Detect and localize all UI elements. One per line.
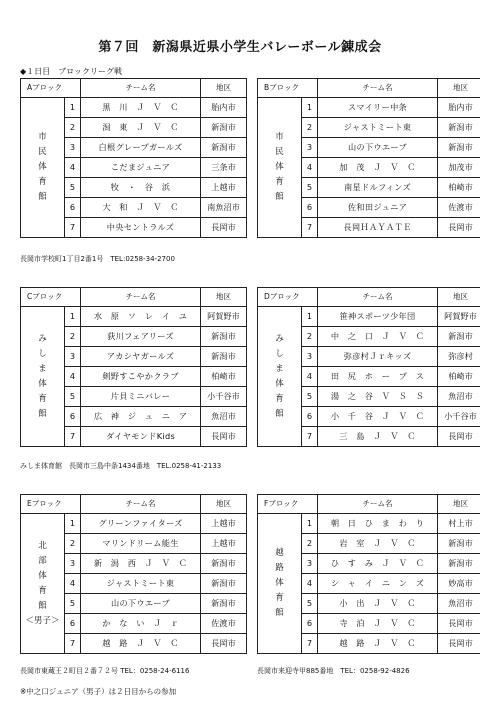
team-area: 柏崎市 xyxy=(201,367,247,387)
team-area: 上越市 xyxy=(201,514,247,534)
team-name: 水 原 ソ レ イ ユ xyxy=(81,307,201,327)
team-area: 新潟市 xyxy=(201,138,247,158)
table-row xyxy=(21,307,247,327)
table-row xyxy=(21,514,247,534)
team-area: 新潟市 xyxy=(201,554,247,574)
venue-char: 館 xyxy=(275,192,284,202)
team-name: 荻川フェアリーズ xyxy=(81,327,201,347)
venue-char: 越 xyxy=(275,548,284,558)
venue-char: 体 xyxy=(38,378,47,389)
team-name: 剣野すこやかクラブ xyxy=(81,367,201,387)
block-table-2 xyxy=(20,287,247,447)
team-number: 1 xyxy=(302,98,318,118)
venue-char: 体 xyxy=(275,162,284,172)
table-header-row xyxy=(258,79,480,98)
team-name: 岩 室 Ｊ Ｖ Ｃ xyxy=(318,534,438,554)
block-label: Cブロック xyxy=(21,288,81,307)
team-number: 5 xyxy=(65,178,81,198)
team-area: 長岡市 xyxy=(438,427,480,447)
team-name: 中 之 口 Ｊ Ｖ Ｃ xyxy=(318,327,438,347)
team-header: チーム名 xyxy=(81,495,201,514)
team-number: 7 xyxy=(65,427,81,447)
team-number: 3 xyxy=(65,138,81,158)
team-area: 阿賀野市 xyxy=(201,307,247,327)
team-name: 潟 東 Ｊ Ｖ Ｃ xyxy=(81,118,201,138)
team-header: チーム名 xyxy=(81,79,201,98)
team-name: 白根グレープガールズ xyxy=(81,138,201,158)
venue-char: 育 xyxy=(275,593,284,603)
team-number: 1 xyxy=(65,98,81,118)
team-area: 長岡市 xyxy=(438,614,480,634)
venue-char: 育 xyxy=(275,177,284,187)
team-number: 6 xyxy=(65,407,81,427)
team-number: 7 xyxy=(302,427,318,447)
venue-char: 育 xyxy=(38,393,47,404)
team-number: 6 xyxy=(65,198,81,218)
team-area: 三条市 xyxy=(201,158,247,178)
team-area: 新潟市 xyxy=(201,574,247,594)
team-name: ひ す み Ｊ Ｖ Ｃ xyxy=(318,554,438,574)
team-area: 魚沼市 xyxy=(438,594,480,614)
team-area: 柏崎市 xyxy=(438,367,480,387)
team-name: アカシヤガールズ xyxy=(81,347,201,367)
team-name: か な い Ｊ ｒ xyxy=(81,614,201,634)
team-area: 胎内市 xyxy=(201,98,247,118)
team-area: 新潟市 xyxy=(201,327,247,347)
team-area: 上越市 xyxy=(201,178,247,198)
team-name: 田 尻 ホ ー プ ス xyxy=(318,367,438,387)
footnote: ※中之口ジュニア（男子）は２日目からの参加 xyxy=(20,687,177,696)
venue-char: 館 xyxy=(38,600,47,611)
venue-char: 育 xyxy=(38,585,47,596)
team-area: 新潟市 xyxy=(438,118,480,138)
team-name: 加 茂 Ｊ Ｖ Ｃ xyxy=(318,158,438,178)
venue-char: 市 xyxy=(275,132,284,142)
block-label: Fブロック xyxy=(258,495,318,514)
team-name: 中央セントラルズ xyxy=(81,218,201,238)
venue-address: 長岡市来迎寺甲885番地 TEL：0258-92-4826 xyxy=(257,667,410,675)
team-number: 6 xyxy=(65,614,81,634)
team-number: 1 xyxy=(302,307,318,327)
team-number: 2 xyxy=(302,118,318,138)
team-number: 7 xyxy=(65,218,81,238)
team-number: 7 xyxy=(65,634,81,654)
team-number: 6 xyxy=(302,614,318,634)
team-area: 小千谷市 xyxy=(438,407,480,427)
team-name: ジャストミート東 xyxy=(81,574,201,594)
team-area: 新潟市 xyxy=(438,534,480,554)
team-number: 2 xyxy=(65,534,81,554)
area-header: 地区 xyxy=(438,495,480,514)
team-area: 加茂市 xyxy=(438,158,480,178)
team-name: 長岡ＨＡＹＡＴＥ xyxy=(318,218,438,238)
block-label: Bブロック xyxy=(258,79,318,98)
venue-char: 部 xyxy=(38,555,47,566)
venue-name xyxy=(258,514,302,654)
team-header: チーム名 xyxy=(318,495,438,514)
team-number: 4 xyxy=(302,158,318,178)
venue-char: 路 xyxy=(275,563,284,573)
venue-name xyxy=(21,514,65,654)
team-area: 新潟市 xyxy=(201,118,247,138)
team-number: 5 xyxy=(302,594,318,614)
team-name: 佐和田ジュニア xyxy=(318,198,438,218)
team-header: チーム名 xyxy=(81,288,201,307)
block-table-3 xyxy=(257,287,480,447)
venue-name xyxy=(21,307,65,447)
team-area: 妙高市 xyxy=(438,574,480,594)
venue-char: み xyxy=(38,333,47,344)
table-header-row xyxy=(21,288,247,307)
team-name: 山の下ウエーブ xyxy=(81,594,201,614)
venue-char: 体 xyxy=(275,578,284,588)
team-name: 小 千 谷 Ｊ Ｖ Ｃ xyxy=(318,407,438,427)
table-row xyxy=(258,307,480,327)
team-name: 片貝ミニバレー xyxy=(81,387,201,407)
venue-char: 北 xyxy=(38,540,47,551)
table-header-row xyxy=(21,79,247,98)
team-name: 山の下ウエーブ xyxy=(318,138,438,158)
venue-char: 館 xyxy=(275,608,284,618)
team-name: 寺 泊 Ｊ Ｖ Ｃ xyxy=(318,614,438,634)
team-number: 2 xyxy=(302,534,318,554)
block-table-0 xyxy=(20,78,247,238)
team-number: 5 xyxy=(302,387,318,407)
area-header: 地区 xyxy=(201,79,247,98)
team-name: 大 和 Ｊ Ｖ Ｃ xyxy=(81,198,201,218)
team-area: 魚沼市 xyxy=(438,387,480,407)
team-name: こだまジュニア xyxy=(81,158,201,178)
venue-char: 体 xyxy=(38,570,47,581)
venue-address: みしま体育館 長岡市三島中条1434番地 TEL.0258-41-2133 xyxy=(20,462,222,470)
team-area: 新潟市 xyxy=(438,554,480,574)
team-area: 長岡市 xyxy=(201,427,247,447)
team-name: 黒 川 Ｊ Ｖ Ｃ xyxy=(81,98,201,118)
table-header-row xyxy=(258,288,480,307)
team-area: 長岡市 xyxy=(201,218,247,238)
team-number: 5 xyxy=(302,178,318,198)
venue-name xyxy=(258,307,302,447)
team-area: 佐渡市 xyxy=(201,614,247,634)
team-number: 6 xyxy=(302,407,318,427)
team-area: 柏崎市 xyxy=(438,178,480,198)
team-header: チーム名 xyxy=(318,79,438,98)
venue-char: 館 xyxy=(38,192,47,202)
page-title: 第７回 新潟県近県小学生バレーボール錬成会 xyxy=(98,40,382,55)
team-area: 新潟市 xyxy=(201,347,247,367)
venue-char: し xyxy=(38,348,47,359)
team-number: 4 xyxy=(65,367,81,387)
team-area: 新潟市 xyxy=(438,138,480,158)
team-name: 湯 之 谷 Ｖ Ｓ Ｓ xyxy=(318,387,438,407)
team-name: 越 路 Ｊ Ｖ Ｃ xyxy=(81,634,201,654)
team-number: 3 xyxy=(65,347,81,367)
team-name: マリンドリーム能生 xyxy=(81,534,201,554)
team-area: 新潟市 xyxy=(438,327,480,347)
team-number: 1 xyxy=(65,307,81,327)
team-area: 新潟市 xyxy=(201,594,247,614)
area-header: 地区 xyxy=(438,288,480,307)
venue-char: 民 xyxy=(275,147,284,157)
team-area: 村上市 xyxy=(438,514,480,534)
team-number: 3 xyxy=(302,347,318,367)
team-number: 2 xyxy=(65,327,81,347)
venue-char: ま xyxy=(38,363,47,374)
team-name: 広 神 ジ ュ ニ ア xyxy=(81,407,201,427)
team-name: 越 路 Ｊ Ｖ Ｃ xyxy=(318,634,438,654)
table-row xyxy=(258,98,480,118)
venue-char: 市 xyxy=(38,132,47,142)
team-name: ジャストミート東 xyxy=(318,118,438,138)
team-area: 長岡市 xyxy=(438,634,480,654)
team-name: 朝 日 ひ ま わ り xyxy=(318,514,438,534)
block-table-1 xyxy=(257,78,480,238)
team-area: 長岡市 xyxy=(201,634,247,654)
area-header: 地区 xyxy=(201,288,247,307)
team-name: シ ャ イ ニ ン ズ xyxy=(318,574,438,594)
team-area: 南魚沼市 xyxy=(201,198,247,218)
venue-char: 育 xyxy=(275,393,284,404)
team-number: 3 xyxy=(302,554,318,574)
team-number: 1 xyxy=(65,514,81,534)
venue-char: 体 xyxy=(275,378,284,389)
team-area: 佐渡市 xyxy=(438,198,480,218)
table-row xyxy=(21,98,247,118)
team-name: スマイリー中条 xyxy=(318,98,438,118)
team-area: 上越市 xyxy=(201,534,247,554)
venue-char: 館 xyxy=(275,408,284,419)
venue-char: 館 xyxy=(38,408,47,419)
team-number: 4 xyxy=(65,158,81,178)
team-name: グリーンファイターズ xyxy=(81,514,201,534)
team-name: 弥彦村Ｊｒキッズ xyxy=(318,347,438,367)
team-name: 三 島 Ｊ Ｖ Ｃ xyxy=(318,427,438,447)
block-label: Eブロック xyxy=(21,495,81,514)
area-header: 地区 xyxy=(438,79,480,98)
team-name: 新 潟 西 Ｊ Ｖ Ｃ xyxy=(81,554,201,574)
team-area: 阿賀野市 xyxy=(438,307,480,327)
venue-name xyxy=(258,98,302,238)
team-number: 5 xyxy=(65,387,81,407)
team-name: 小 出 Ｊ Ｖ Ｃ xyxy=(318,594,438,614)
team-number: 1 xyxy=(302,514,318,534)
team-number: 3 xyxy=(302,138,318,158)
team-area: 弥彦村 xyxy=(438,347,480,367)
venue-char: し xyxy=(275,348,284,359)
team-name: 南星ドルフィンズ xyxy=(318,178,438,198)
team-number: 2 xyxy=(65,118,81,138)
team-name: ダイヤモンドKids xyxy=(81,427,201,447)
table-row xyxy=(258,514,480,534)
team-number: 3 xyxy=(65,554,81,574)
section-subtitle: ◆１日目 ブロックリーグ戦 xyxy=(20,67,122,76)
team-header: チーム名 xyxy=(318,288,438,307)
venue-char: 体 xyxy=(38,162,47,172)
team-number: 4 xyxy=(65,574,81,594)
venue-address: 長岡市学校町1丁目2番1号 TEL:0258-34-2700 xyxy=(20,255,175,263)
team-number: 7 xyxy=(302,218,318,238)
block-label: Dブロック xyxy=(258,288,318,307)
table-header-row xyxy=(21,495,247,514)
team-name: 笹神スポーツ少年団 xyxy=(318,307,438,327)
team-area: 魚沼市 xyxy=(201,407,247,427)
venue-name xyxy=(21,98,65,238)
block-table-5 xyxy=(257,494,480,654)
team-number: 5 xyxy=(65,594,81,614)
block-table-4 xyxy=(20,494,247,654)
venue-char: み xyxy=(275,333,284,344)
team-number: 7 xyxy=(302,634,318,654)
team-number: 6 xyxy=(302,198,318,218)
table-header-row xyxy=(258,495,480,514)
venue-char: ま xyxy=(275,363,284,374)
venue-address: 長岡市東蔵王２町目２番７２号 TEL：0258-24-6116 xyxy=(20,667,190,675)
venue-char: ＜男子＞ xyxy=(25,615,60,626)
team-area: 小千谷市 xyxy=(201,387,247,407)
block-label: Aブロック xyxy=(21,79,81,98)
team-area: 胎内市 xyxy=(438,98,480,118)
team-name: 牧 ・ 谷 浜 xyxy=(81,178,201,198)
team-number: 4 xyxy=(302,574,318,594)
team-area: 長岡市 xyxy=(438,218,480,238)
area-header: 地区 xyxy=(201,495,247,514)
venue-char: 育 xyxy=(38,177,47,187)
team-number: 2 xyxy=(302,327,318,347)
team-number: 4 xyxy=(302,367,318,387)
venue-char: 民 xyxy=(38,147,47,157)
